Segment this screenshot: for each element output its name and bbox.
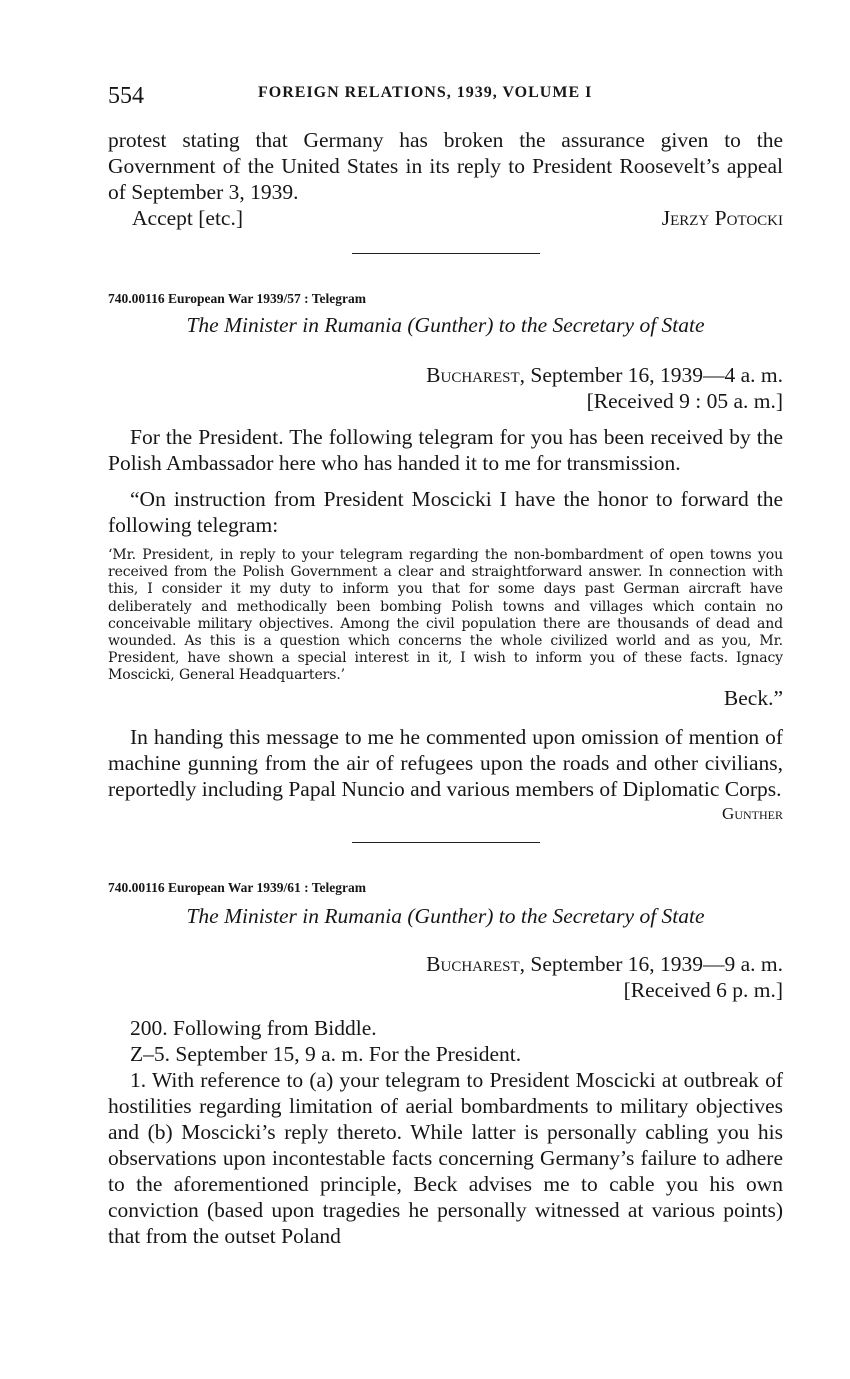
dateline — [108, 951, 783, 977]
dateline-date: , September 16, 1939—9 a. m. — [519, 951, 783, 976]
received-line: [Received 6 p. m.] — [623, 977, 783, 1002]
dateline-place: Bucharest — [426, 951, 520, 976]
document-page — [108, 80, 783, 1249]
document-heading: The Minister in Rumania (Gunther) to the Secretary of State — [186, 313, 705, 337]
closing-row — [108, 205, 783, 231]
dateline — [108, 362, 783, 388]
file-reference: 740.00116 European War 1939/57 : Telegram — [108, 291, 367, 306]
quoted-telegram: ‘Mr. President, in reply to your telegram regarding the non-bombardment of open towns you received from the Polish Government a clear and straightforward answer. In connection with this, I consider it my duty to inform you that for some days past German aircraft have deliberately and methodically been bombing Polish towns and villages which contain no conceivable military objectives. Among the civil population there are thousands of dead and wounded. As this is a question which concerns the whole civilized world and as you, Mr. President, have shown a special interest in it, I wish to inform you of these facts. Ignacy Moscicki, General Headquarters.’ — [108, 547, 783, 684]
dateline-date: , September 16, 1939—4 a. m. — [519, 363, 783, 387]
signature-gunther: Gunther — [722, 803, 783, 823]
received-line: [Received 9 : 05 a. m.] — [586, 389, 783, 413]
paragraph: “On instruction from President Moscicki I have the honor to forward the following telegram: — [108, 487, 783, 537]
quote-signature: Beck.” — [723, 685, 783, 710]
section-divider — [352, 253, 540, 254]
paragraph: For the President. The following telegram for you has been received by the Polish Ambassador here who has handed it to me for transmission. — [108, 425, 783, 475]
document-heading: The Minister in Rumania (Gunther) to the Secretary of State — [186, 903, 705, 928]
running-title: FOREIGN RELATIONS, 1939, VOLUME I — [258, 84, 593, 101]
paragraph: In handing this message to me he commented upon omission of mention of machine gunning from the air of refugees upon the roads and other civilians, reportedly including Papal Nuncio and various members of Diplomatic Corps. — [108, 724, 783, 801]
paragraph: 200. Following from Biddle. — [130, 1015, 377, 1040]
section-divider — [352, 842, 540, 843]
paragraph: 1. With reference to (a) your telegram to President Moscicki at outbreak of hostilities regarding limitation of aerial bombardments to military objectives and (b) Moscicki’s reply thereto. While latter is personally cabling you his observations upon incontestable facts concerning Germany’s failure to adhere to the aforementioned principle, Beck advises me to cable you his own conviction (based upon tragedies he personally witnessed at various points) that from the outset Poland — [108, 1067, 783, 1248]
dateline-place: Bucharest — [426, 363, 520, 387]
file-reference: 740.00116 European War 1939/61 : Telegram — [108, 879, 367, 895]
signature-potocki: Jerzy Potocki — [661, 206, 783, 230]
page-number: 554 — [108, 83, 144, 109]
running-head — [108, 80, 783, 112]
closing-text: Accept [etc.] — [132, 206, 244, 230]
paragraph: Z–5. September 15, 9 a. m. For the President. — [130, 1041, 522, 1066]
continuation-paragraph: protest stating that Germany has broken the assurance given to the Government of the United States in its reply to President Roosevelt’s appeal of September 3, 1939. — [108, 128, 783, 204]
